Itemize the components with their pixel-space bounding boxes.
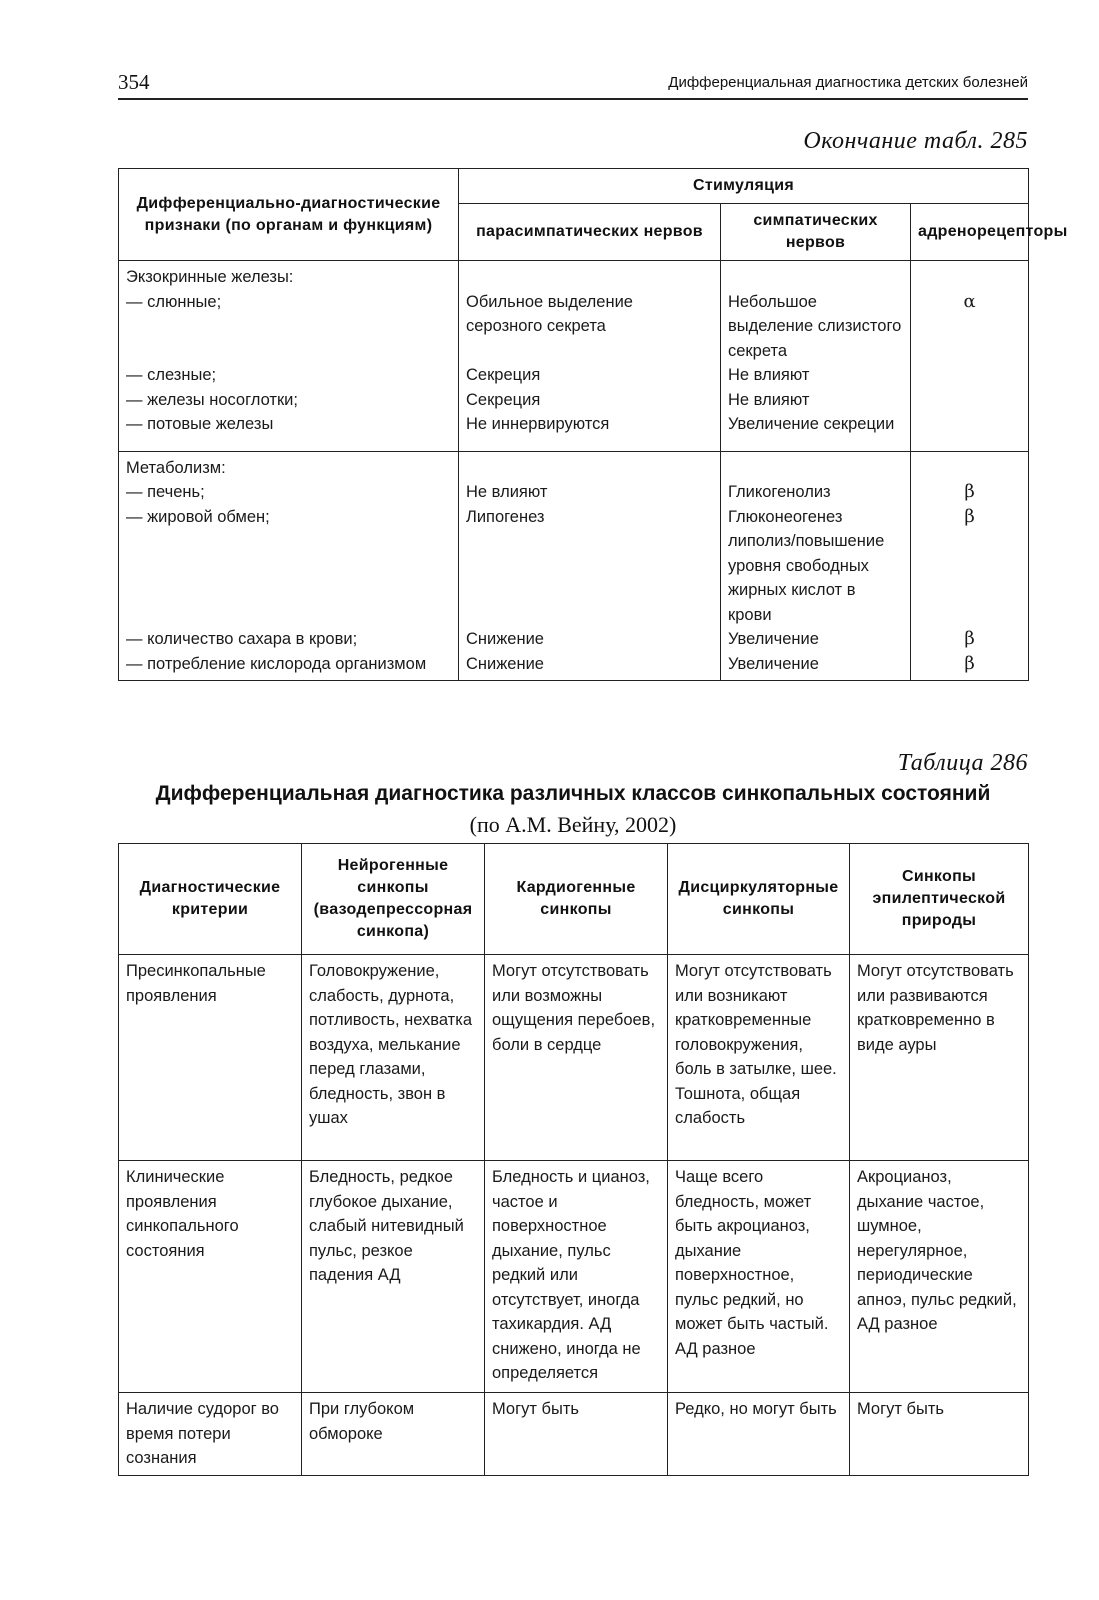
para-value: Обильное выделение серозного секрета: [466, 292, 633, 335]
group-title: Метаболизм:: [126, 458, 226, 477]
epileptic-cell: Могут быть: [850, 1393, 1029, 1476]
header-cardiogenic: Кардиогенные синкопы: [485, 844, 668, 955]
symp-value: Небольшое выделение слизистого секрета: [728, 292, 902, 360]
symp-value: Не влияют: [728, 366, 810, 384]
header-epileptic: Синкопы эпилептической природы: [850, 844, 1029, 955]
criterion-cell: Пресинкопальные проявления: [119, 955, 302, 1161]
para-value: Секреция: [466, 366, 541, 384]
para-value: Не иннервируются: [466, 415, 610, 433]
table-row: [119, 1161, 1029, 1393]
cardiogenic-cell: Могут отсутствовать или возможны ощущения перебоев, боли в сердце: [485, 955, 668, 1161]
header-criteria: Диагностические критерии: [119, 844, 302, 955]
adren-value: β: [964, 628, 975, 649]
para-value: Снижение: [466, 630, 544, 648]
symp-value: Не влияют: [728, 390, 810, 409]
parasympathetic-cell: [459, 451, 721, 681]
table-286-caption: Таблица 286: [897, 750, 1028, 776]
page-number: 354: [118, 70, 150, 94]
symp-value: Увеличение секреции: [728, 415, 895, 433]
header-sympathetic: симпатических нервов: [721, 204, 911, 261]
para-value: Снижение: [466, 654, 544, 673]
epileptic-cell: Могут отсутствовать или развиваются кратковременно в виде ауры: [850, 955, 1029, 1161]
neurogenic-cell: При глубоком обмороке: [302, 1393, 485, 1476]
sign-label: — слезные;: [126, 366, 217, 384]
running-title: Дифференциальная диагностика детских болезней: [668, 74, 1028, 91]
symp-value: Глюконеогенез липолиз/повышение уровня свободных жирных кислот в крови: [728, 507, 885, 624]
sign-label: — жировой обмен;: [126, 507, 270, 526]
adrenoreceptor-cell: [911, 261, 1029, 452]
para-value: Не влияют: [466, 483, 548, 501]
table-286-title: Дифференциальная диагностика различных классов синкопальных состояний: [155, 782, 991, 805]
table-row: [119, 1393, 1029, 1476]
table-row: [119, 451, 1029, 681]
header-signs: Дифференциально-диагностические признаки (по органам и функциям): [119, 169, 459, 261]
criterion-cell: Клинические проявления синкопального состояния: [119, 1161, 302, 1393]
group-title: Экзокринные железы:: [126, 268, 294, 286]
sign-label: — печень;: [126, 483, 205, 501]
adren-value: β: [964, 481, 975, 502]
header-neurogenic: Нейрогенные синкопы (вазодепрессорная синкопа): [302, 844, 485, 955]
neurogenic-cell: Бледность, редкое глубокое дыхание, слабый нитевидный пульс, резкое падения АД: [302, 1161, 485, 1393]
table-row: [119, 955, 1029, 1161]
neurogenic-cell: Головокружение, слабость, дурнота, потливость, нехватка воздуха, мелькание перед глазами, бледность, звон в ушах: [302, 955, 485, 1161]
symp-value: Увеличение: [728, 630, 819, 648]
discirculatory-cell: Редко, но могут быть: [668, 1393, 850, 1476]
adren-value: α: [963, 290, 976, 312]
header-adrenoreceptors: адренорецепторы: [911, 204, 1029, 261]
para-value: Липогенез: [466, 507, 545, 526]
symp-value: Гликогенолиз: [728, 483, 831, 501]
sympathetic-cell: [721, 451, 911, 681]
table-285: [118, 168, 1068, 681]
discirculatory-cell: Чаще всего бледность, может быть акроцианоз, дыхание поверхностное, пульс редкий, но может быть частый. АД разное: [668, 1161, 850, 1393]
sign-label: — количество сахара в крови;: [126, 630, 358, 648]
cardiogenic-cell: Бледность и цианоз, частое и поверхностное дыхание, пульс редкий или отсутствует, иногда тахикардия. АД снижено, иногда не определяется: [485, 1161, 668, 1393]
header-discirculatory: Дисциркуляторные синкопы: [668, 844, 850, 955]
page-header: [118, 68, 1028, 100]
header-parasympathetic: парасимпатических нервов: [459, 204, 721, 261]
sign-label: — слюнные;: [126, 292, 222, 311]
criterion-cell: Наличие судорог во время потери сознания: [119, 1393, 302, 1476]
sign-label: — потребление кислорода организмом: [126, 654, 427, 673]
adrenoreceptor-cell: [911, 451, 1029, 681]
para-value: Секреция: [466, 390, 541, 409]
epileptic-cell: Акроцианоз, дыхание частое, шумное, нерегулярное, периодические апноэ, пульс редкий, АД разное: [850, 1161, 1029, 1393]
signs-cell: [119, 261, 459, 452]
header-stimulation: Стимуляция: [459, 169, 1029, 204]
parasympathetic-cell: [459, 261, 721, 452]
sympathetic-cell: [721, 261, 911, 452]
table-286: [118, 843, 1029, 1476]
sign-label: — железы носоглотки;: [126, 390, 298, 409]
table-285-caption: Окончание табл. 285: [803, 128, 1028, 154]
cardiogenic-cell: Могут быть: [485, 1393, 668, 1476]
sign-label: — потовые железы: [126, 415, 274, 433]
symp-value: Увеличение: [728, 654, 819, 673]
adren-value: β: [964, 505, 975, 527]
discirculatory-cell: Могут отсутствовать или возникают кратковременные головокружения, боль в затылке, шее. Тошнота, общая слабость: [668, 955, 850, 1161]
adren-value: β: [964, 652, 975, 674]
table-286-subtitle: (по А.М. Вейну, 2002): [469, 812, 677, 837]
table-row: [119, 261, 1029, 452]
signs-cell: [119, 451, 459, 681]
